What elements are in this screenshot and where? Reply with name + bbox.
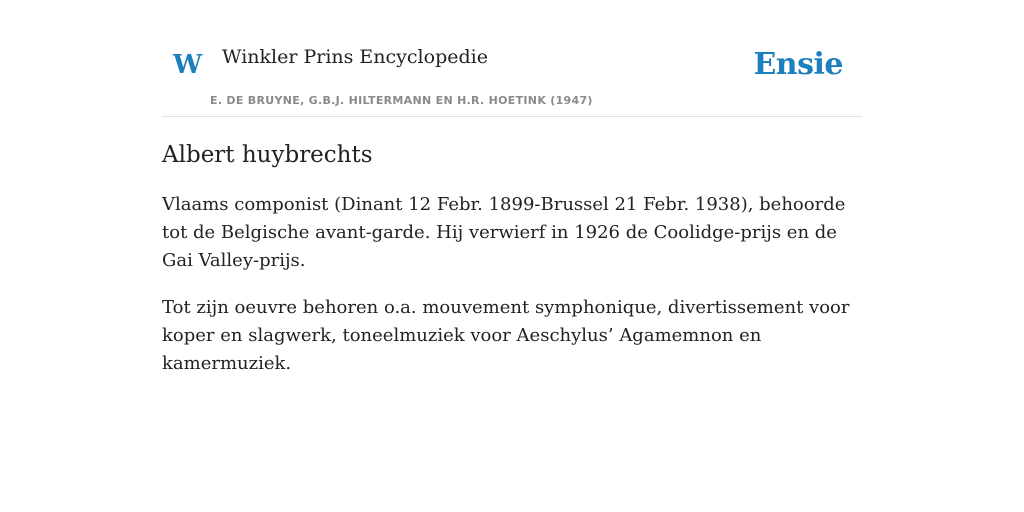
encyclopedia-authors: E. DE BRUYNE, G.B.J. HILTERMANN EN H.R. HOETINK (1947) <box>210 94 593 107</box>
article <box>162 141 862 378</box>
ensie-brand-link[interactable]: Ensie <box>753 47 843 82</box>
article-paragraph: Vlaams componist (Dinant 12 Febr. 1899-Brussel 21 Febr. 1938), behoorde tot de Belgische avant-garde. Hij verwierf in 1926 de Coolidge-prijs en de Gai Valley-prijs. <box>162 193 846 271</box>
winkler-prins-logo[interactable]: W <box>173 50 203 80</box>
encyclopedia-header <box>162 0 862 117</box>
article-title: Albert huybrechts <box>162 142 373 168</box>
article-paragraph: Tot zijn oeuvre behoren o.a. mouvement symphonique, divertissement voor koper en slagwerk, toneelmuziek voor Aeschylus’ Agamemnon en kamermuziek. <box>162 296 850 374</box>
page-container <box>162 0 862 378</box>
encyclopedia-title[interactable]: Winkler Prins Encyclopedie <box>222 46 488 68</box>
